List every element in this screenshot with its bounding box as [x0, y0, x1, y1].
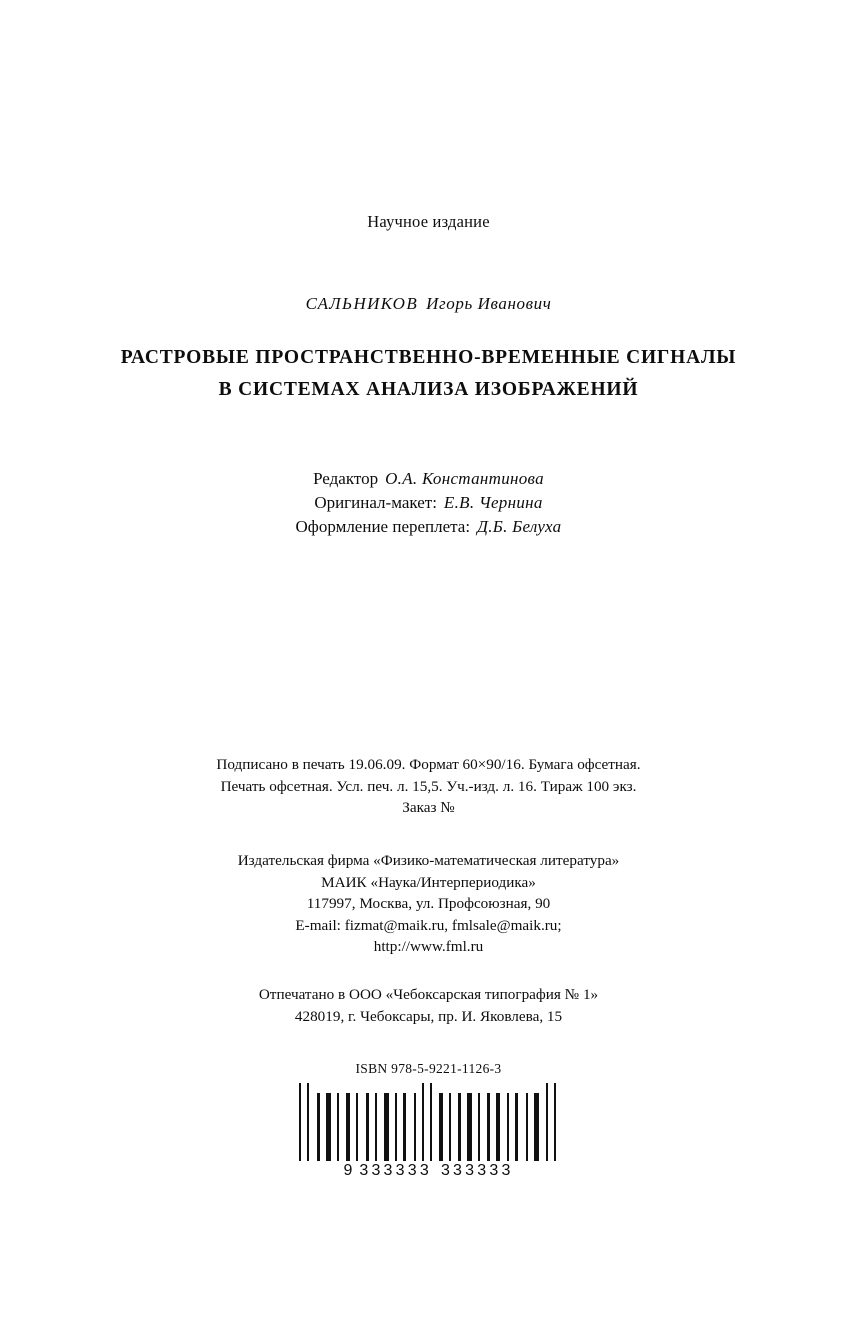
- publisher-line: Издательская фирма «Физико-математическая литература»: [237, 852, 620, 869]
- publisher-line: МАИК «Наука/Интерпериодика»: [321, 873, 536, 891]
- book-title: [0, 343, 857, 405]
- credit-role: Оригинал-макет:: [314, 493, 437, 512]
- barcode-image: [299, 1083, 558, 1161]
- publisher-line: 117997, Москва, ул. Профсоюзная, 90: [306, 895, 551, 912]
- credit-row: [0, 491, 857, 515]
- credit-role: Редактор: [313, 469, 379, 488]
- series-note: Научное издание: [367, 212, 490, 231]
- author-given-name: Игорь Иванович: [426, 294, 552, 313]
- barcode-group-2: 333333: [440, 1162, 514, 1179]
- isbn-label: ISBN 978-5-9221-1126-3: [355, 1061, 502, 1076]
- book-title-line-2: В СИСТЕМАХ АНАЛИЗА ИЗОБРАЖЕНИЙ: [218, 379, 639, 400]
- barcode-group-1: 333333: [359, 1162, 432, 1179]
- author-surname: САЛЬНИКОВ: [305, 294, 419, 313]
- barcode-lead-digit: 9: [343, 1162, 353, 1179]
- credit-name: Е.В. Чернина: [443, 493, 543, 512]
- imprint-block: [0, 754, 857, 819]
- credits-block: [0, 467, 857, 539]
- imprint-line: Заказ №: [402, 799, 455, 816]
- book-title-line-1: РАСТРОВЫЕ ПРОСТРАНСТВЕННО-ВРЕМЕННЫЕ СИГНАЛЫ: [120, 347, 737, 368]
- imprint-line: Печать офсетная. Усл. печ. л. 15,5. Уч.-изд. л. 16. Тираж 100 экз.: [220, 777, 637, 795]
- barcode-area: [0, 1083, 857, 1180]
- credit-role: Оформление переплета:: [295, 517, 471, 536]
- barcode-digits: [343, 1162, 513, 1180]
- publisher-website-line: http://www.fml.ru: [373, 938, 484, 955]
- author-line: [0, 294, 857, 314]
- credit-row: [0, 515, 857, 539]
- printer-line: Отпечатано в ООО «Чебоксарская типография № 1»: [258, 986, 599, 1003]
- printer-line: 428019, г. Чебоксары, пр. И. Яковлева, 15: [294, 1007, 563, 1025]
- credit-name: Д.Б. Белуха: [477, 517, 562, 536]
- credit-row: [0, 467, 857, 491]
- imprint-line: Подписано в печать 19.06.09. Формат 60×90/16. Бумага офсетная.: [216, 756, 641, 773]
- credit-name: О.А. Константинова: [385, 469, 544, 488]
- publisher-block: [0, 850, 857, 958]
- printer-block: [0, 984, 857, 1027]
- publisher-email-line: E-mail: fizmat@maik.ru, fmlsale@maik.ru;: [295, 916, 562, 934]
